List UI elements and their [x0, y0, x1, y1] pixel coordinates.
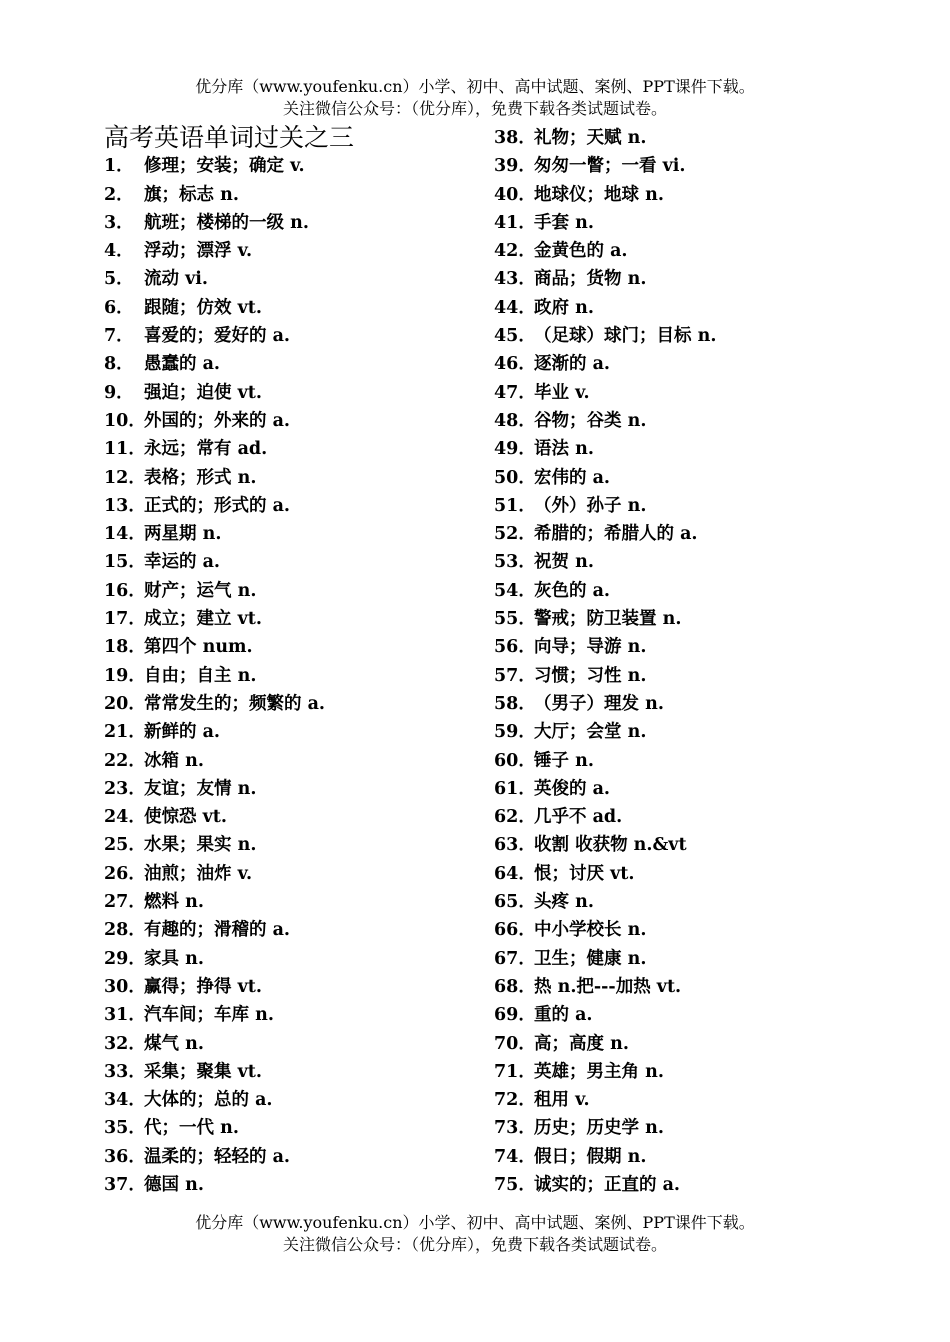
- entry-number: 9．: [104, 382, 134, 403]
- entry-number: 3．: [104, 212, 134, 233]
- vocab-entry: [494, 1001, 874, 1029]
- entry-definition: 英雄；男主角 n.: [534, 1061, 664, 1082]
- vocab-entry: [494, 1086, 874, 1114]
- entry-number: 15．: [104, 552, 146, 573]
- vocab-entry: [494, 379, 874, 407]
- entry-number: 50．: [494, 467, 536, 488]
- vocab-entry: [104, 662, 484, 690]
- entry-number: 14．: [104, 524, 146, 545]
- vocab-entry: [104, 237, 484, 265]
- entry-definition: 水果；果实 n.: [144, 835, 257, 856]
- vocab-entry: [494, 916, 874, 944]
- entry-definition: 油煎；油炸 v.: [144, 863, 253, 884]
- entry-definition: （足球）球门；目标 n.: [534, 326, 717, 347]
- vocab-entry: [104, 1058, 484, 1086]
- entry-number: 66．: [494, 920, 536, 941]
- vocab-entry: [104, 1030, 484, 1058]
- entry-definition: 财产；运气 n.: [144, 580, 257, 601]
- entry-definition: 汽车间；车库 n.: [144, 1005, 274, 1026]
- vocab-entry: [494, 152, 874, 180]
- vocab-entry: [104, 747, 484, 775]
- entry-number: 42．: [494, 241, 536, 262]
- vocab-entry: [494, 831, 874, 859]
- entry-number: 28．: [104, 920, 146, 941]
- entry-number: 73．: [494, 1118, 536, 1139]
- entry-number: 62．: [494, 807, 536, 828]
- entry-number: 55．: [494, 609, 536, 630]
- vocab-entry: [104, 945, 484, 973]
- entry-definition: 大体的；总的 a.: [144, 1090, 273, 1111]
- entry-definition: 地球仪；地球 n.: [534, 184, 664, 205]
- entry-definition: 常常发生的；频繁的 a.: [144, 693, 326, 714]
- vocab-entry: [104, 775, 484, 803]
- vocab-entry: [104, 973, 484, 1001]
- vocab-entry: [494, 350, 874, 378]
- entry-definition: 喜爱的；爱好的 a.: [144, 326, 291, 347]
- entry-number: 67．: [494, 948, 536, 969]
- vocab-entry: [104, 888, 484, 916]
- entry-number: 25．: [104, 835, 146, 856]
- header-line-2: 关注微信公众号：（优分库），免费下载各类试题试卷。: [282, 99, 667, 118]
- vocab-entry: [494, 662, 874, 690]
- vocab-entry: [494, 775, 874, 803]
- vocab-entry: [104, 492, 484, 520]
- entry-number: 71．: [494, 1061, 536, 1082]
- entry-definition: （男子）理发 n.: [534, 693, 664, 714]
- entry-definition: 手套 n.: [534, 212, 594, 233]
- vocab-entry: [104, 520, 484, 548]
- entry-definition: 几乎不 ad.: [534, 807, 623, 828]
- entry-definition: 收割 收获物 n.&vt: [534, 835, 687, 856]
- entry-definition: 历史；历史学 n.: [534, 1118, 664, 1139]
- vocab-entry: [494, 1143, 874, 1171]
- vocab-entry: [104, 322, 484, 350]
- entry-number: 46．: [494, 354, 536, 375]
- entry-definition: 灰色的 a.: [534, 580, 611, 601]
- entry-number: 30．: [104, 976, 146, 997]
- entry-number: 24．: [104, 807, 146, 828]
- entry-definition: 家具 n.: [144, 948, 204, 969]
- entry-definition: 租用 v.: [534, 1090, 590, 1111]
- entry-number: 61．: [494, 778, 536, 799]
- entry-definition: 重的 a.: [534, 1005, 593, 1026]
- entry-number: 51．: [494, 495, 536, 516]
- entry-definition: 中小学校长 n.: [534, 920, 647, 941]
- entry-number: 44．: [494, 297, 536, 318]
- vocab-entry: [104, 1171, 484, 1199]
- vocab-entry: [494, 860, 874, 888]
- entry-definition: 成立；建立 vt.: [144, 609, 262, 630]
- entry-number: 22．: [104, 750, 146, 771]
- vocab-entry: [104, 916, 484, 944]
- entry-definition: 航班；楼梯的一级 n.: [144, 212, 309, 233]
- entry-definition: 流动 vi.: [144, 269, 209, 290]
- entry-definition: 习惯；习性 n.: [534, 665, 647, 686]
- entry-definition: 愚蠢的 a.: [144, 354, 221, 375]
- entry-number: 68．: [494, 976, 536, 997]
- vocab-entry: [104, 633, 484, 661]
- entry-number: 36．: [104, 1146, 146, 1167]
- vocab-entry: [494, 237, 874, 265]
- entry-definition: 两星期 n.: [144, 524, 222, 545]
- entry-number: 35．: [104, 1118, 146, 1139]
- vocab-entry: [104, 605, 484, 633]
- entry-number: 12．: [104, 467, 146, 488]
- vocab-entry: [494, 407, 874, 435]
- entry-number: 74．: [494, 1146, 536, 1167]
- entry-definition: 永远；常有 ad.: [144, 439, 268, 460]
- entry-number: 32．: [104, 1033, 146, 1054]
- entry-number: 57．: [494, 665, 536, 686]
- vocab-entry: [494, 888, 874, 916]
- entry-number: 33．: [104, 1061, 146, 1082]
- header-line-1: 优分库（www.youfenku.cn）小学、初中、高中试题、案例、PPT课件下载。: [195, 77, 755, 96]
- entry-number: 52．: [494, 524, 536, 545]
- entry-definition: 采集；聚集 vt.: [144, 1061, 262, 1082]
- vocab-entry: [104, 548, 484, 576]
- vocab-entry: [494, 209, 874, 237]
- entry-definition: 商品；货物 n.: [534, 269, 647, 290]
- entry-definition: 英俊的 a.: [534, 778, 611, 799]
- entry-definition: 语法 n.: [534, 439, 594, 460]
- vocab-entry: [494, 803, 874, 831]
- entry-definition: 政府 n.: [534, 297, 594, 318]
- entry-number: 7．: [104, 326, 134, 347]
- entry-number: 29．: [104, 948, 146, 969]
- entry-definition: 冰箱 n.: [144, 750, 204, 771]
- entry-number: 11．: [104, 439, 146, 460]
- entry-number: 8．: [104, 354, 134, 375]
- vocab-entry: [104, 435, 484, 463]
- entry-definition: 煤气 n.: [144, 1033, 204, 1054]
- document-title: 高考英语单词过关之三: [104, 123, 355, 152]
- vocab-entry: [494, 747, 874, 775]
- entry-number: 5．: [104, 269, 134, 290]
- entry-definition: 幸运的 a.: [144, 552, 221, 573]
- entry-number: 69．: [494, 1005, 536, 1026]
- vocab-entry: [494, 605, 874, 633]
- vocab-entry: [494, 181, 874, 209]
- vocab-entry: [104, 1001, 484, 1029]
- vocab-entry: [104, 407, 484, 435]
- vocab-entry: [494, 718, 874, 746]
- entry-definition: 自由；自主 n.: [144, 665, 257, 686]
- entry-number: 38．: [494, 128, 536, 148]
- entry-definition: 大厅；会堂 n.: [534, 722, 647, 743]
- entry-definition: 跟随；仿效 vt.: [144, 297, 262, 318]
- entry-definition: 旗；标志 n.: [144, 184, 239, 205]
- entry-number: 31．: [104, 1005, 146, 1026]
- vocab-entry: [494, 1030, 874, 1058]
- entry-number: 59．: [494, 722, 536, 743]
- entry-number: 1．: [104, 156, 134, 177]
- vocab-entry: [104, 181, 484, 209]
- vocab-entry: [104, 718, 484, 746]
- entry-definition: 新鲜的 a.: [144, 722, 221, 743]
- entry-definition: 假日；假期 n.: [534, 1146, 647, 1167]
- entry-definition: 谷物；谷类 n.: [534, 410, 647, 431]
- entry-definition: 祝贺 n.: [534, 552, 594, 573]
- entry-definition: 希腊的；希腊人的 a.: [534, 524, 698, 545]
- vocab-entry: [494, 548, 874, 576]
- vocab-entry: [494, 1114, 874, 1142]
- vocab-entry: [494, 492, 874, 520]
- entry-definition: 表格；形式 n.: [144, 467, 257, 488]
- vocab-entry: [104, 803, 484, 831]
- vocab-entry: [104, 294, 484, 322]
- entry-number: 72．: [494, 1090, 536, 1111]
- vocab-entry: [494, 520, 874, 548]
- entry-definition: 德国 n.: [144, 1174, 204, 1195]
- vocab-entry: [494, 690, 874, 718]
- left-column: [104, 124, 484, 1199]
- entry-number: 23．: [104, 778, 146, 799]
- vocab-entry: [104, 464, 484, 492]
- vocab-entry: [494, 294, 874, 322]
- vocab-entry: [104, 831, 484, 859]
- entry-definition: 赢得；挣得 vt.: [144, 976, 262, 997]
- entry-definition: 宏伟的 a.: [534, 467, 611, 488]
- header-banner: [0, 76, 950, 120]
- entry-definition: 诚实的；正直的 a.: [534, 1174, 681, 1195]
- entry-definition: 正式的；形式的 a.: [144, 495, 291, 516]
- entry-definition: 燃料 n.: [144, 892, 204, 913]
- entry-number: 75．: [494, 1174, 536, 1195]
- entry-number: 56．: [494, 637, 536, 658]
- entry-number: 21．: [104, 722, 146, 743]
- entry-definition: 逐渐的 a.: [534, 354, 611, 375]
- vocab-entry: [104, 209, 484, 237]
- entry-definition: 强迫；迫使 vt.: [144, 382, 262, 403]
- vocab-entry: [494, 265, 874, 293]
- entry-definition: 锤子 n.: [534, 750, 594, 771]
- entry-number: 26．: [104, 863, 146, 884]
- vocab-entry: [104, 690, 484, 718]
- footer-line-1: 优分库（www.youfenku.cn）小学、初中、高中试题、案例、PPT课件下载。: [195, 1213, 755, 1232]
- entry-number: 63．: [494, 835, 536, 856]
- entry-number: 27．: [104, 892, 146, 913]
- entry-number: 17．: [104, 609, 146, 630]
- vocab-entry: [494, 124, 874, 152]
- entry-definition: 金黄色的 a.: [534, 241, 628, 262]
- entry-number: 45．: [494, 326, 536, 347]
- entry-number: 41．: [494, 212, 536, 233]
- right-column: [494, 124, 874, 1199]
- vocab-entry: [104, 1086, 484, 1114]
- entry-number: 18．: [104, 637, 146, 658]
- vocab-entry: [104, 577, 484, 605]
- entry-definition: 高；高度 n.: [534, 1033, 629, 1054]
- vocab-entry: [494, 1171, 874, 1199]
- entry-number: 70．: [494, 1033, 536, 1054]
- entry-definition: 恨；讨厌 vt.: [534, 863, 635, 884]
- entry-number: 40．: [494, 184, 536, 205]
- entry-definition: 警戒；防卫装置 n.: [534, 609, 682, 630]
- entry-definition: 热 n.把---加热 vt.: [534, 976, 682, 997]
- entry-definition: 浮动；漂浮 v.: [144, 241, 253, 262]
- entry-number: 10．: [104, 410, 146, 431]
- entry-number: 47．: [494, 382, 536, 403]
- entry-number: 64．: [494, 863, 536, 884]
- entry-definition: 向导；导游 n.: [534, 637, 647, 658]
- entry-number: 48．: [494, 410, 536, 431]
- vocab-entry: [494, 322, 874, 350]
- entry-definition: （外）孙子 n.: [534, 495, 647, 516]
- entry-definition: 代；一代 n.: [144, 1118, 239, 1139]
- entry-definition: 外国的；外来的 a.: [144, 410, 291, 431]
- entry-number: 2．: [104, 184, 134, 205]
- vocab-entry: [104, 860, 484, 888]
- vocab-entry: [494, 435, 874, 463]
- entry-number: 16．: [104, 580, 146, 601]
- entry-definition: 有趣的；滑稽的 a.: [144, 920, 291, 941]
- entry-number: 43．: [494, 269, 536, 290]
- vocab-entry: [104, 379, 484, 407]
- entry-definition: 头疼 n.: [534, 892, 594, 913]
- entry-number: 49．: [494, 439, 536, 460]
- entry-number: 54．: [494, 580, 536, 601]
- entry-definition: 温柔的；轻轻的 a.: [144, 1146, 291, 1167]
- vocab-entry: [494, 464, 874, 492]
- entry-definition: 匆匆一瞥；一看 vi.: [534, 156, 686, 177]
- entry-number: 60．: [494, 750, 536, 771]
- vocab-entry: [104, 1143, 484, 1171]
- entry-number: 53．: [494, 552, 536, 573]
- vocab-entry: [104, 265, 484, 293]
- entry-definition: 毕业 v.: [534, 382, 590, 403]
- vocab-entry: [494, 1058, 874, 1086]
- entry-definition: 卫生；健康 n.: [534, 948, 647, 969]
- entry-definition: 礼物；天赋 n.: [534, 128, 647, 148]
- footer-banner: [0, 1212, 950, 1256]
- vocab-entry: [494, 945, 874, 973]
- entry-definition: 修理；安装；确定 v.: [144, 156, 305, 177]
- vocab-entry: [104, 350, 484, 378]
- entry-number: 39．: [494, 156, 536, 177]
- entry-definition: 第四个 num.: [144, 637, 253, 658]
- entry-number: 4．: [104, 241, 134, 262]
- vocab-entry: [494, 973, 874, 1001]
- footer-line-2: 关注微信公众号：（优分库），免费下载各类试题试卷。: [282, 1235, 667, 1254]
- entry-number: 65．: [494, 892, 536, 913]
- entry-number: 20．: [104, 693, 146, 714]
- vocab-entry: [104, 152, 484, 180]
- entry-number: 34．: [104, 1090, 146, 1111]
- entry-number: 19．: [104, 665, 146, 686]
- entry-definition: 友谊；友情 n.: [144, 778, 257, 799]
- entry-number: 58．: [494, 693, 536, 714]
- entry-number: 13．: [104, 495, 146, 516]
- vocab-entry: [494, 633, 874, 661]
- entry-number: 37．: [104, 1174, 146, 1195]
- entry-definition: 使惊恐 vt.: [144, 807, 227, 828]
- vocab-entry: [104, 1114, 484, 1142]
- entry-number: 6．: [104, 297, 134, 318]
- vocab-entry: [494, 577, 874, 605]
